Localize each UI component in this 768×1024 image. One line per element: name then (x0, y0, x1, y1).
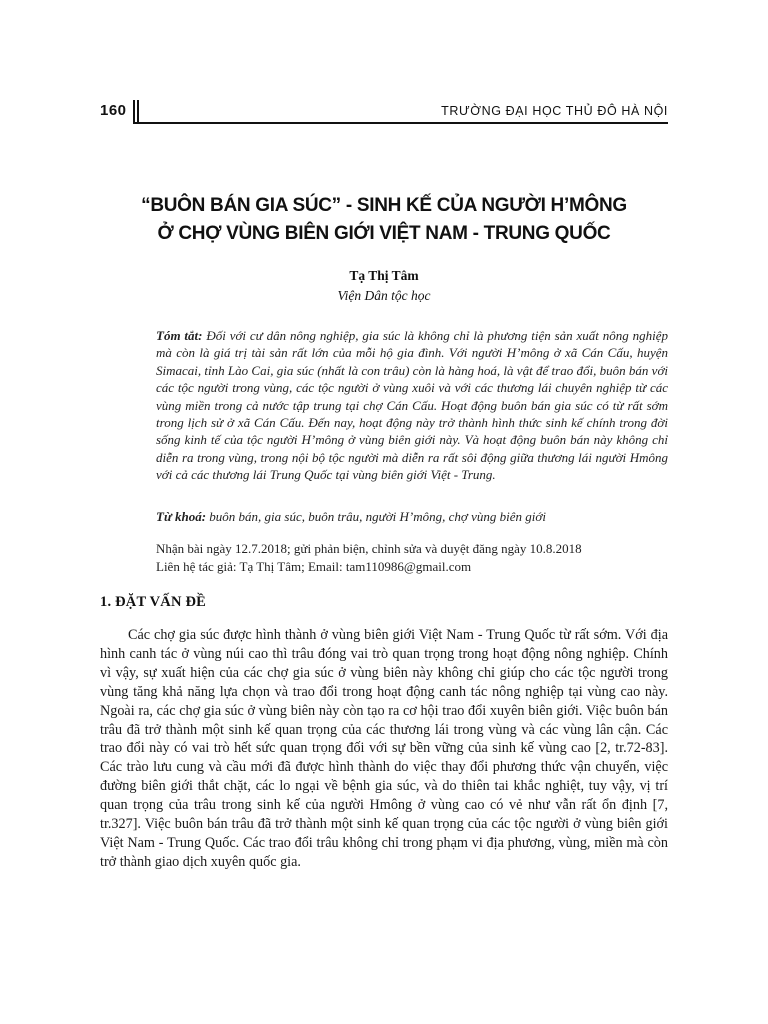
abstract (156, 327, 668, 484)
header-divider-bars (133, 100, 139, 122)
header-bar-right (137, 100, 139, 122)
article-title-line-2: Ở CHỢ VÙNG BIÊN GIỚI VIỆT NAM - TRUNG QUỐC (157, 223, 611, 244)
article-meta (156, 540, 668, 575)
body-paragraph: Các chợ gia súc được hình thành ở vùng biên giới Việt Nam - Trung Quốc từ rất sớm. Với địa hình canh tác ở vùng núi cao thì trâu đóng vai trò quan trọng trong hoạt động nông nghiệp. Chính vì vậy, sự xuất hiện của các chợ gia súc ở vùng biên này không chỉ giúp cho các tộc người trong vùng tăng khả năng lựa chọn và trao đổi trong hoạt động canh tác nông nghiệp tại vùng cao này. Ngoài ra, các chợ gia súc ở vùng biên này còn tạo ra cơ hội trao đổi xuyên biên giới. Việc buôn bán trâu đã trở thành một sinh kế quan trọng của các thương lái trong vùng và các vùng lân cận. Các trao đổi này có vai trò hết sức quan trọng đối với sự bền vững của sinh kế vùng cao [2, tr.72-83]. Các trào lưu cung và cầu mới đã được hình thành do việc thay đổi phương thức vận chuyển, việc đường biên giới thắt chặt, các lo ngại về bệnh gia súc, và do thiên tai khắc nghiệt, tuy vậy, vị trí quan trọng của trâu trong sinh kế của người Hmông ở vùng cao có vẻ như vẫn rất ổn định [7, tr.327]. Việc buôn bán trâu đã trở thành một sinh kế quan trọng của các tộc người ở vùng biên giới Việt Nam - Trung Quốc. Các trao đổi trâu không chỉ trong phạm vi địa phương, vùng, miền mà còn trở thành giao dịch xuyên quốc gia. (100, 627, 668, 870)
author-contact: Liên hệ tác giả: Tạ Thị Tâm; Email: tam110986@gmail.com (156, 558, 472, 574)
author-name: Tạ Thị Tâm (349, 268, 419, 283)
header-bar-left (133, 100, 135, 122)
keywords-text: buôn bán, gia súc, buôn trâu, người H’mông, chợ vùng biên giới (209, 509, 546, 524)
received-dates: Nhận bài ngày 12.7.2018; gửi phản biện, chỉnh sửa và duyệt đăng ngày 10.8.2018 (156, 541, 582, 556)
page-number: 160 (100, 102, 127, 119)
abstract-text: Đối với cư dân nông nghiệp, gia súc là không chỉ là phương tiện sản xuất nông nghiệp mà còn là giá trị tài sản rất lớn của mỗi hộ gia đình. Với người H’mông ở xã Cán Cấu, huyện Simacai, tỉnh Lào Cai, gia súc (nhất là con trâu) còn là hàng hoá, là vật để trao đổi, buôn bán với các tộc người trong vùng, các tộc người ở vùng xuôi và với các thương lái chuyên nghiệp từ các vùng miền trong cả nước tập trung tại chợ Cán Cấu. Hoạt động buôn bán gia súc có từ rất sớm trong lịch sử ở xã Cán Cấu. Đến nay, hoạt động này trở thành hình thức sinh kế chính trong đời sống kinh tế của tộc người H’mông ở vùng biên giới này. Và hoạt động buôn bán này không chỉ diễn ra trong vùng, trong nội bộ tộc người mà diễn ra rất sôi động giữa thương lái người Hmông với cả các thương lái Trung Quốc tại vùng biên giới Việt - Trung. (156, 328, 669, 483)
section-heading: 1. ĐẶT VẤN ĐỀ (100, 594, 206, 610)
article-title (100, 192, 668, 248)
keywords-label: Từ khoá: (156, 509, 207, 524)
abstract-label: Tóm tắt: (156, 328, 203, 343)
article-title-line-1: “BUÔN BÁN GIA SÚC” - SINH KẾ CỦA NGƯỜI H’MÔNG (141, 195, 627, 216)
author-affiliation: Viện Dân tộc học (337, 288, 431, 303)
header-rule (133, 122, 668, 124)
page-header (100, 98, 668, 128)
journal-name: TRƯỜNG ĐẠI HỌC THỦ ĐÔ HÀ NỘI (441, 104, 668, 118)
keywords (156, 508, 668, 525)
